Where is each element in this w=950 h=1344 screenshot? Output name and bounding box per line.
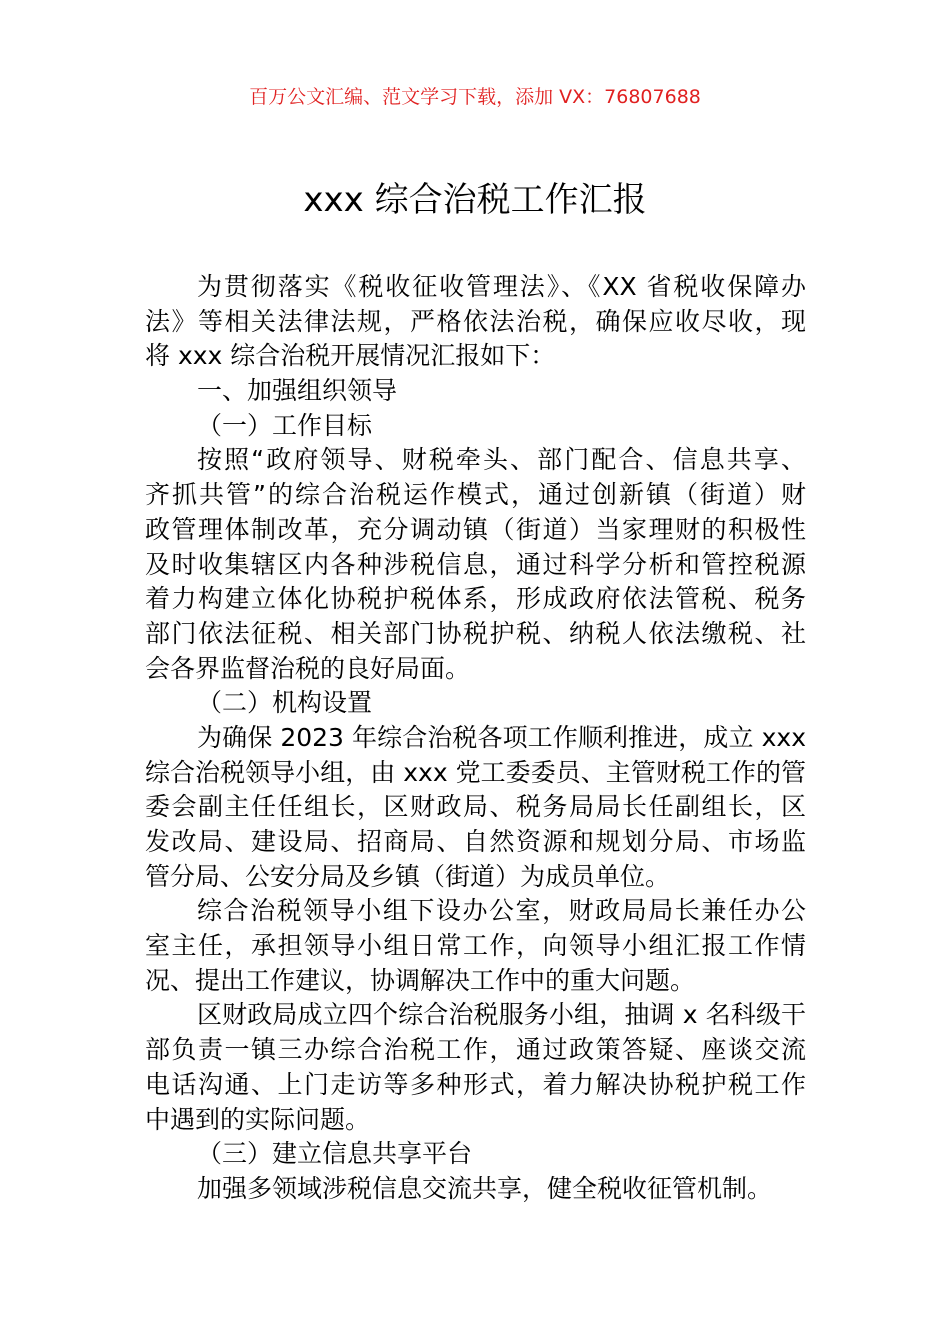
text-line: 一、加强组织领导 — [197, 376, 398, 406]
text-line: 及时收集辖区内各种涉税信息，通过科学分析和管控税源 — [145, 549, 806, 579]
text-line: 会各界监督治税的良好局面。 — [145, 653, 471, 683]
text-line: 为贯彻落实《税收征收管理法》、《XX 省税收保障办 — [197, 272, 806, 301]
text-line: （三）建立信息共享平台 — [197, 1139, 473, 1169]
text-line: 委会副主任任组长，区财政局、税务局局长任副组长，区 — [145, 792, 806, 822]
text-line: 政管理体制改革，充分调动镇（街道）当家理财的积极性 — [145, 514, 806, 544]
text-line: 电话沟通、上门走访等多种形式，着力解决协税护税工作 — [145, 1069, 806, 1099]
text-line: 发改局、建设局、招商局、自然资源和规划分局、市场监 — [145, 827, 806, 856]
text-line: 综合治税领导小组，由 xxx 党工委委员、主管财税工作的管 — [145, 757, 806, 787]
text-line: 将 xxx 综合治税开展情况汇报如下： — [145, 341, 556, 371]
text-line: 着力构建立体化协税护税体系，形成政府依法管税、税务 — [145, 584, 806, 614]
text-line: 加强多领域涉税信息交流共享，健全税收征管机制。 — [197, 1173, 773, 1203]
text-line: 部负责一镇三办综合治税工作，通过政策答疑、座谈交流 — [145, 1035, 806, 1065]
document-body — [145, 270, 806, 1207]
text-line: 况、提出工作建议，协调解决工作中的重大问题。 — [145, 965, 696, 995]
text-line: 法》等相关法律法规，严格依法治税，确保应收尽收，现 — [145, 306, 806, 336]
text-line: 部门依法征税、相关部门协税护税、纳税人依法缴税、社 — [145, 618, 806, 648]
document-title: xxx 综合治税工作汇报 — [303, 180, 647, 220]
text-line: （二）机构设置 — [197, 688, 373, 718]
text-line: 综合治税领导小组下设办公室，财政局局长兼任办公 — [197, 896, 806, 926]
text-line: （一）工作目标 — [197, 410, 373, 440]
watermark-banner: 百万公文汇编、范文学习下载，添加 VX：76807688 — [249, 86, 701, 108]
text-line: 为确保 2023 年综合治税各项工作顺利推进，成立 xxx — [197, 722, 806, 752]
text-line: 按照“政府领导、财税牵头、部门配合、信息共享、 — [197, 445, 806, 475]
text-line: 管分局、公安分局及乡镇（街道）为成员单位。 — [145, 861, 671, 891]
text-line: 区财政局成立四个综合治税服务小组，抽调 x 名科级干 — [197, 1000, 806, 1030]
text-line: 齐抓共管”的综合治税运作模式，通过创新镇（街道）财 — [145, 480, 806, 510]
text-line: 室主任，承担领导小组日常工作，向领导小组汇报工作情 — [145, 931, 806, 961]
text-line: 中遇到的实际问题。 — [145, 1104, 371, 1134]
